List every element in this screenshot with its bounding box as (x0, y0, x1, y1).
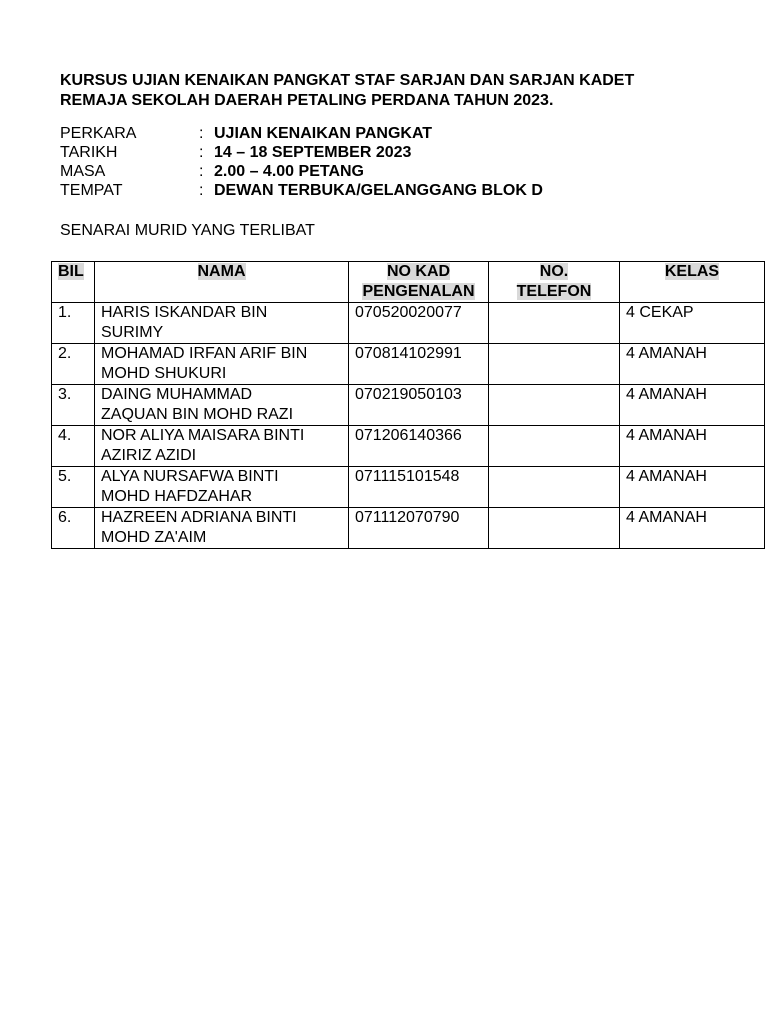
cell-bil: 1. (52, 303, 95, 344)
header-nama-text: NAMA (197, 263, 246, 280)
table-row (52, 385, 765, 426)
table-row (52, 508, 765, 549)
info-colon: : (199, 144, 204, 161)
table-row (52, 303, 765, 344)
list-title: SENARAI MURID YANG TERLIBAT (60, 222, 315, 239)
table-header-row (52, 262, 765, 303)
cell-nama-line1: NOR ALIYA MAISARA BINTI (101, 427, 305, 444)
table-row (52, 467, 765, 508)
info-label: TARIKH (60, 144, 118, 161)
cell-bil: 6. (52, 508, 95, 549)
info-value: 2.00 – 4.00 PETANG (214, 163, 364, 180)
cell-kelas: 4 AMANAH (620, 344, 765, 385)
cell-nama (95, 303, 349, 344)
title-line-1: KURSUS UJIAN KENAIKAN PANGKAT STAF SARJAN DAN SARJAN KADET (60, 72, 635, 89)
header-bil (52, 262, 95, 303)
cell-telefon (489, 303, 620, 344)
info-value: 14 – 18 SEPTEMBER 2023 (214, 144, 412, 161)
header-telefon-line1: NO. (539, 263, 569, 280)
cell-nama-line2: SURIMY (101, 324, 164, 341)
students-table (51, 261, 765, 549)
info-row-perkara (60, 124, 543, 143)
info-row-tarikh (60, 143, 543, 162)
cell-telefon (489, 385, 620, 426)
header-nama (95, 262, 349, 303)
cell-bil: 2. (52, 344, 95, 385)
cell-no-kad: 071115101548 (349, 467, 489, 508)
cell-bil: 4. (52, 426, 95, 467)
document-title (60, 71, 740, 111)
info-colon: : (199, 163, 204, 180)
header-telefon (489, 262, 620, 303)
cell-nama-line2: ZAQUAN BIN MOHD RAZI (101, 406, 294, 423)
cell-kelas: 4 AMANAH (620, 426, 765, 467)
cell-no-kad: 071206140366 (349, 426, 489, 467)
info-value: DEWAN TERBUKA/GELANGGANG BLOK D (214, 182, 543, 199)
cell-telefon (489, 344, 620, 385)
cell-bil: 5. (52, 467, 95, 508)
cell-bil: 3. (52, 385, 95, 426)
cell-nama-line1: HAZREEN ADRIANA BINTI (101, 509, 297, 526)
info-label: MASA (60, 163, 106, 180)
table-row (52, 426, 765, 467)
cell-nama-line2: MOHD SHUKURI (101, 365, 227, 382)
header-no-kad-line1: NO KAD (386, 263, 451, 280)
cell-nama-line1: ALYA NURSAFWA BINTI (101, 468, 279, 485)
header-telefon-line2: TELEFON (516, 283, 592, 300)
cell-no-kad: 071112070790 (349, 508, 489, 549)
cell-nama-line2: MOHD ZA'AIM (101, 529, 207, 546)
cell-nama (95, 344, 349, 385)
table-row (52, 344, 765, 385)
title-line-2: REMAJA SEKOLAH DAERAH PETALING PERDANA TAHUN 2023. (60, 92, 554, 109)
cell-telefon (489, 467, 620, 508)
cell-no-kad: 070814102991 (349, 344, 489, 385)
info-row-masa (60, 162, 543, 181)
info-row-tempat (60, 181, 543, 200)
cell-nama (95, 385, 349, 426)
cell-nama-line1: HARIS ISKANDAR BIN (101, 304, 268, 321)
info-colon: : (199, 125, 204, 142)
event-info (60, 124, 543, 200)
cell-nama (95, 467, 349, 508)
cell-telefon (489, 508, 620, 549)
cell-telefon (489, 426, 620, 467)
info-label: TEMPAT (60, 182, 123, 199)
cell-nama (95, 426, 349, 467)
header-no-kad-line2: PENGENALAN (362, 283, 475, 300)
header-no-kad (349, 262, 489, 303)
cell-nama-line1: DAING MUHAMMAD (101, 386, 253, 403)
header-kelas-text: KELAS (664, 263, 720, 280)
cell-no-kad: 070219050103 (349, 385, 489, 426)
info-colon: : (199, 182, 204, 199)
cell-no-kad: 070520020077 (349, 303, 489, 344)
cell-kelas: 4 CEKAP (620, 303, 765, 344)
cell-kelas: 4 AMANAH (620, 467, 765, 508)
cell-nama-line1: MOHAMAD IRFAN ARIF BIN (101, 345, 308, 362)
cell-kelas: 4 AMANAH (620, 385, 765, 426)
header-kelas (620, 262, 765, 303)
cell-kelas: 4 AMANAH (620, 508, 765, 549)
info-label: PERKARA (60, 125, 137, 142)
header-bil-text: BIL (58, 263, 84, 280)
cell-nama-line2: MOHD HAFDZAHAR (101, 488, 253, 505)
info-value: UJIAN KENAIKAN PANGKAT (214, 125, 433, 142)
cell-nama (95, 508, 349, 549)
cell-nama-line2: AZIRIZ AZIDI (101, 447, 197, 464)
